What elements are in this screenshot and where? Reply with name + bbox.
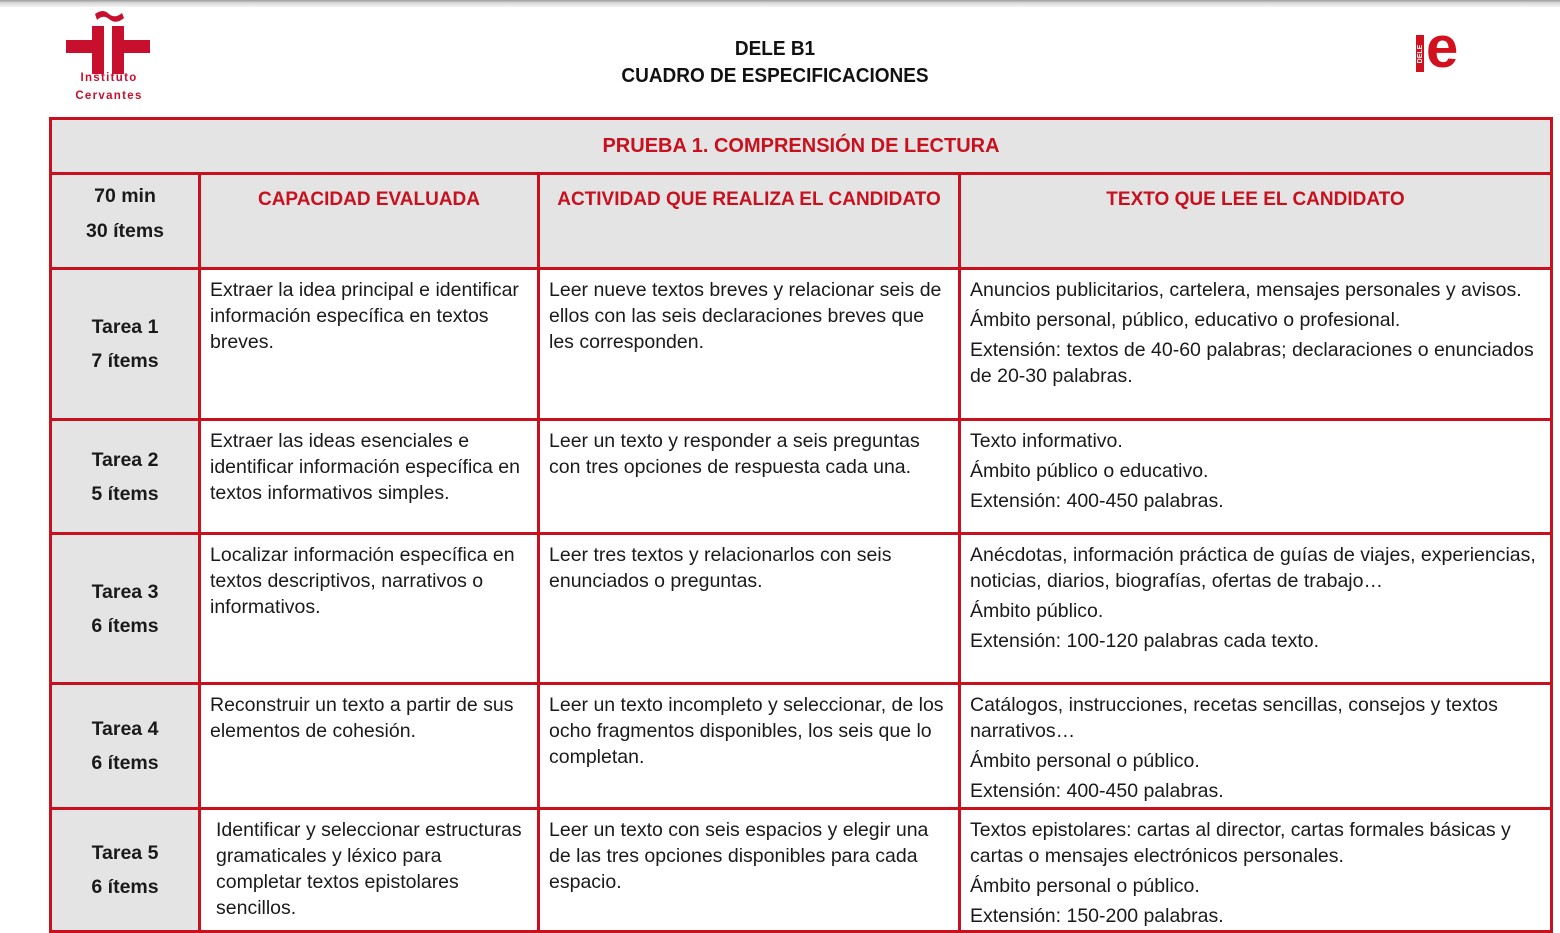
task-label: Tarea 4 (91, 718, 159, 740)
task-label: Tarea 1 (91, 316, 159, 338)
page-title (571, 36, 980, 90)
table-row (51, 534, 1552, 684)
duration: 70 min (94, 185, 156, 207)
task-cell (51, 809, 200, 932)
capacidad-cell: Identificar y seleccionar estructuras gramaticales y léxico para completar textos epistolares sencillos. (200, 809, 539, 932)
texto-line: Textos epistolares: cartas al director, cartas formales básicas y cartas o mensajes electrónicos personales. (970, 819, 1511, 867)
title-line-2: CUADRO DE ESPECIFICACIONES (621, 65, 929, 87)
column-header-texto: TEXTO QUE LEE EL CANDIDATO (960, 174, 1552, 269)
texto-cell (960, 684, 1552, 809)
capacidad-cell: Localizar información específica en textos descriptivos, narrativos o informativos. (200, 534, 539, 684)
task-label: Tarea 3 (91, 580, 159, 603)
column-header-capacidad: CAPACIDAD EVALUADA (200, 174, 539, 269)
table-row (51, 269, 1552, 420)
capacidad-cell: Extraer las ideas esenciales e identificar información específica en textos informativos simples. (200, 420, 539, 534)
texto-line: Catálogos, instrucciones, recetas sencillas, consejos y textos narrativos… (970, 694, 1498, 742)
actividad-cell: Leer tres textos y relacionarlos con seis enunciados o preguntas. (539, 534, 960, 684)
texto-line: Extensión: textos de 40-60 palabras; declaraciones o enunciados de 20-30 palabras. (970, 339, 1534, 387)
texto-line: Ámbito personal o público. (970, 875, 1200, 897)
texto-line: Texto informativo. (970, 430, 1123, 452)
task-items: 5 ítems (91, 482, 159, 505)
task-cell (51, 534, 200, 684)
table-row (51, 684, 1552, 809)
capacidad-cell: Reconstruir un texto a partir de sus elementos de cohesión. (200, 684, 539, 809)
texto-cell (960, 534, 1552, 684)
logo-line-2: Cervantes (75, 90, 143, 102)
total-items: 30 ítems (85, 220, 165, 242)
duration-cell (51, 174, 200, 269)
texto-line: Ámbito público o educativo. (970, 460, 1209, 482)
texto-line: Extensión: 100-120 palabras cada texto. (970, 630, 1320, 652)
capacidad-cell: Extraer la idea principal e identificar información específica en textos breves. (200, 269, 539, 420)
task-label: Tarea 5 (91, 842, 159, 864)
texto-cell (960, 809, 1552, 932)
task-cell (51, 269, 200, 420)
title-line-1: DELE B1 (734, 38, 816, 60)
actividad-cell: Leer un texto incompleto y seleccionar, de los ocho fragmentos disponibles, los seis que lo completan. (539, 684, 960, 809)
column-header-actividad: ACTIVIDAD QUE REALIZA EL CANDIDATO (539, 174, 960, 269)
texto-line: Anécdotas, información práctica de guías de viajes, experiencias, noticias, diarios, biografías, ofertas de trabajo… (970, 544, 1536, 592)
logo-line-1: Instituto (80, 72, 138, 84)
task-cell (51, 420, 200, 534)
texto-line: Ámbito público. (970, 600, 1104, 622)
dele-side-text: DELE (1417, 44, 1424, 64)
texto-line: Ámbito personal o público. (970, 750, 1200, 772)
task-cell (51, 684, 200, 809)
texto-line: Extensión: 400-450 palabras. (970, 490, 1224, 512)
texto-cell (960, 420, 1552, 534)
texto-line: Ámbito personal, público, educativo o profesional. (970, 309, 1401, 331)
table-row (51, 420, 1552, 534)
table-header-row (51, 174, 1552, 269)
task-label: Tarea 2 (91, 448, 159, 471)
task-items: 6 ítems (91, 614, 159, 637)
texto-cell (960, 269, 1552, 420)
instituto-cervantes-logo (62, 8, 154, 106)
specification-table (49, 117, 1553, 933)
texto-line: Extensión: 400-450 palabras. (970, 780, 1224, 802)
task-items: 6 ítems (91, 752, 159, 774)
table-title: PRUEBA 1. COMPRENSIÓN DE LECTURA (51, 119, 1552, 174)
actividad-cell: Leer un texto y responder a seis preguntas con tres opciones de respuesta cada una. (539, 420, 960, 534)
texto-line: Extensión: 150-200 palabras. (970, 905, 1224, 927)
actividad-cell: Leer nueve textos breves y relacionar seis de ellos con las seis declaraciones breves que les corresponden. (539, 269, 960, 420)
table-row (51, 809, 1552, 932)
dele-logo (1414, 15, 1474, 80)
task-items: 6 ítems (91, 876, 159, 898)
actividad-cell: Leer un texto con seis espacios y elegir una de las tres opciones disponibles para cada espacio. (539, 809, 960, 932)
dele-e-letter: e (1426, 15, 1459, 80)
task-items: 7 ítems (91, 350, 159, 372)
texto-line: Anuncios publicitarios, cartelera, mensajes personales y avisos. (970, 279, 1522, 301)
cervantes-symbol-icon (62, 8, 154, 78)
window-top-bar (0, 0, 1560, 7)
